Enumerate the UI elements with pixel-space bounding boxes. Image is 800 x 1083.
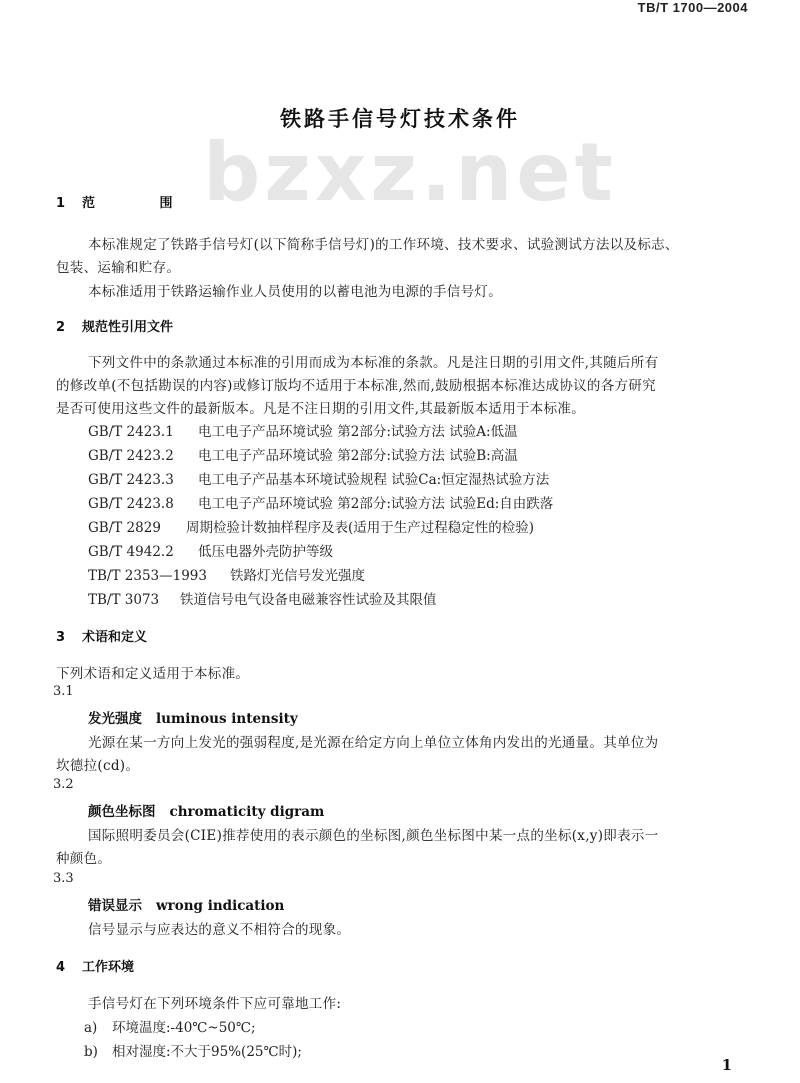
- paragraph-line: 下列术语和定义适用于本标准。: [56, 666, 250, 682]
- term-heading: [88, 707, 298, 727]
- paragraph-line: 信号显示与应表达的意义不相符合的现象。: [88, 922, 351, 938]
- reference-title: 周期检验计数抽样程序及表(适用于生产过程稳定性的检验): [186, 520, 535, 536]
- term-number: 3.3: [53, 871, 74, 886]
- reference-code: GB/T 4942.2: [88, 544, 174, 560]
- reference-item: [88, 492, 553, 512]
- term-number: 3.1: [53, 684, 74, 699]
- section-title: 范 围: [82, 196, 203, 211]
- document-title: 铁路手信号灯技术条件: [280, 107, 520, 131]
- list-text: 环境温度:-40℃~50℃;: [112, 1020, 256, 1036]
- reference-title: 电工电子产品基本环境试验规程 试验Ca:恒定湿热试验方法: [198, 472, 550, 488]
- reference-title: 电工电子产品环境试验 第2部分:试验方法 试验B:高温: [198, 448, 518, 464]
- reference-code: GB/T 2829: [88, 520, 161, 536]
- reference-code: GB/T 2423.1: [88, 424, 174, 440]
- term-zh: 颜色坐标图: [88, 804, 156, 820]
- term-en: wrong indication: [156, 898, 285, 914]
- section-number: 4: [56, 960, 66, 975]
- section-title: 工作环境: [82, 960, 135, 975]
- paragraph-line: 本标准规定了铁路手信号灯(以下简称手信号灯)的工作环境、技术要求、试验测试方法以及标志、: [88, 237, 679, 253]
- term-zh: 错误显示: [88, 898, 142, 914]
- paragraph-line: 本标准适用于铁路运输作业人员使用的以蓄电池为电源的手信号灯。: [88, 284, 502, 300]
- reference-item: [88, 588, 437, 608]
- reference-title: 铁路灯光信号发光强度: [230, 568, 365, 584]
- section-3-heading: [56, 626, 147, 645]
- reference-item: [88, 516, 534, 536]
- section-number: 3: [56, 630, 66, 645]
- paragraph-line: 是否可使用这些文件的最新版本。凡是不注日期的引用文件,其最新版本适用于本标准。: [56, 401, 585, 417]
- section-number: 2: [56, 320, 66, 335]
- section-title: 规范性引用文件: [82, 320, 174, 335]
- page-number: 1: [721, 1056, 732, 1074]
- term-heading: [88, 800, 324, 820]
- reference-code: GB/T 2423.8: [88, 496, 174, 512]
- section-number: 1: [56, 196, 66, 211]
- paragraph-line: 手信号灯在下列环境条件下应可靠地工作:: [88, 996, 342, 1012]
- paragraph-line: 国际照明委员会(CIE)推荐使用的表示颜色的坐标图,颜色坐标图中某一点的坐标(x,y)即表示一: [88, 828, 659, 844]
- term-en: luminous intensity: [156, 711, 298, 727]
- term-number: 3.2: [53, 777, 74, 792]
- reference-item: [88, 420, 518, 440]
- section-title: 术语和定义: [82, 630, 148, 645]
- paragraph-line: 种颜色。: [56, 851, 112, 867]
- watermark: bzxz.net: [203, 126, 617, 219]
- paragraph-line: 的修改单(不包括勘误的内容)或修订版均不适用于本标准,然而,鼓励根据本标准达成协议的各方研究: [56, 378, 656, 394]
- reference-item: [88, 468, 549, 488]
- list-label: a): [84, 1020, 98, 1036]
- term-zh: 发光强度: [88, 711, 142, 727]
- section-4-heading: [56, 956, 134, 975]
- list-text: 相对湿度:不大于95%(25℃时);: [112, 1044, 302, 1060]
- reference-code: GB/T 2423.3: [88, 472, 174, 488]
- term-en: chromaticity digram: [169, 804, 325, 820]
- term-heading: [88, 894, 284, 914]
- reference-title: 电工电子产品环境试验 第2部分:试验方法 试验A:低温: [198, 424, 518, 440]
- paragraph-line: 包装、运输和贮存。: [56, 260, 181, 276]
- reference-item: [88, 540, 333, 560]
- reference-code: GB/T 2423.2: [88, 448, 174, 464]
- reference-code: TB/T 3073: [88, 592, 160, 608]
- section-1-heading: [56, 192, 203, 211]
- reference-title: 铁道信号电气设备电磁兼容性试验及其限值: [180, 592, 437, 608]
- standard-number-header: TB/T 1700—2004: [637, 0, 748, 15]
- paragraph-line: 光源在某一方向上发光的强弱程度,是光源在给定方向上单位立体角内发出的光通量。其单位为: [88, 735, 659, 751]
- list-label: b): [84, 1044, 98, 1060]
- reference-title: 电工电子产品环境试验 第2部分:试验方法 试验Ed:自由跌落: [198, 496, 554, 512]
- reference-title: 低压电器外壳防护等级: [198, 544, 333, 560]
- reference-item: [88, 444, 518, 464]
- list-item: [84, 1016, 256, 1036]
- paragraph-line: 下列文件中的条款通过本标准的引用而成为本标准的条款。凡是注日期的引用文件,其随后所有: [88, 355, 659, 371]
- section-2-heading: [56, 316, 173, 335]
- reference-item: [88, 564, 365, 584]
- list-item: [84, 1040, 302, 1060]
- reference-code: TB/T 2353—1993: [88, 568, 207, 584]
- paragraph-line: 坎德拉(cd)。: [56, 758, 140, 774]
